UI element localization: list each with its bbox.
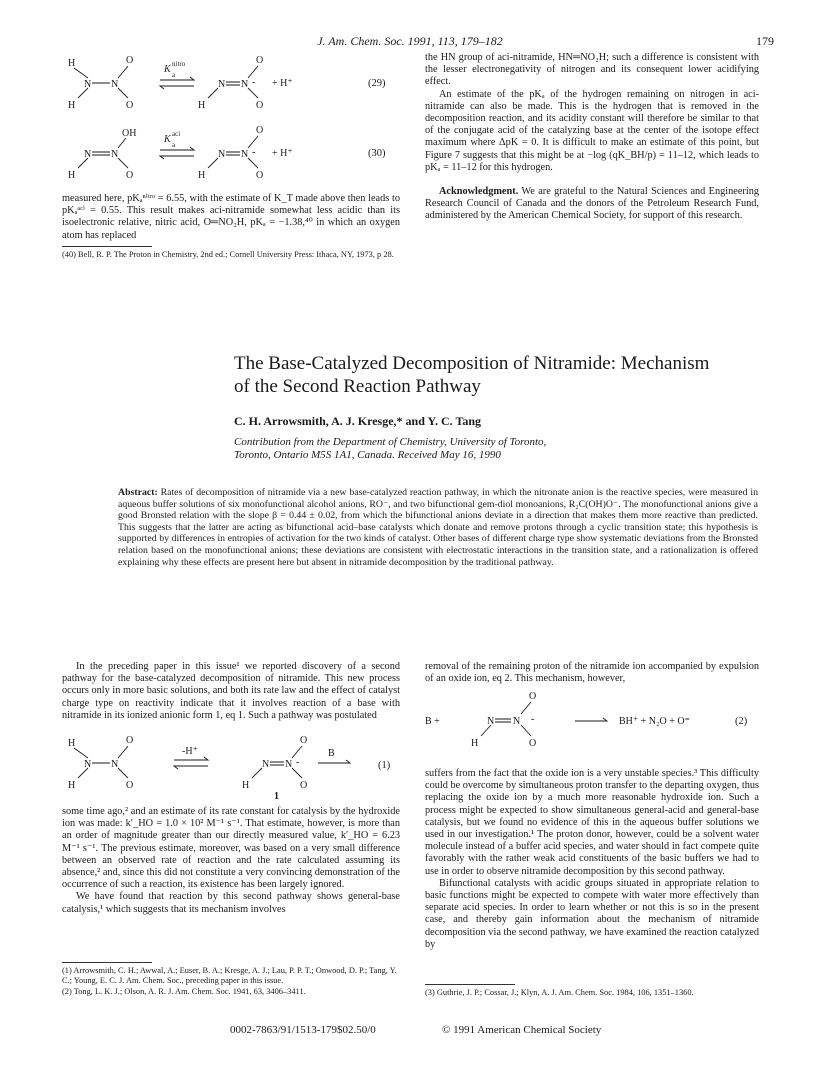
abstract xyxy=(118,487,758,568)
top-right-column xyxy=(425,52,759,223)
top-right-p1: the HN group of aci-nitramide, HN═NO₂H; such a difference is consistent with the lesser electronegativity of nitrogen and its consequent lower acidifying effect. xyxy=(425,52,759,88)
svg-text:N: N xyxy=(285,759,293,770)
svg-text:N: N xyxy=(111,79,119,90)
svg-text:OH: OH xyxy=(122,128,137,139)
body-left-top xyxy=(62,661,400,722)
svg-text:H: H xyxy=(198,100,206,111)
body-right-bottom xyxy=(425,768,759,951)
footnote-40: (40) Bell, R. P. The Proton in Chemistry, 2nd ed.; Cornell University Press: Ithaca, NY, 1973, p 28. xyxy=(62,250,394,259)
title-line-1: The Base-Catalyzed Decomposition of Nitramide: Mechanism xyxy=(234,353,710,374)
article-title xyxy=(234,352,794,398)
svg-text:O: O xyxy=(126,170,134,181)
svg-text:B +: B + xyxy=(425,716,440,727)
ack-text: We are grateful to the Natural Sciences and Engineering Research Council of Canada and the donors of the Petroleum Research Fund, administered by the American Chemical Society, for support of this research. xyxy=(425,186,759,222)
svg-text:N: N xyxy=(84,759,92,770)
top-left-column xyxy=(62,193,400,242)
svg-text:N: N xyxy=(262,759,270,770)
footnotes-left xyxy=(62,966,400,998)
svg-text:-: - xyxy=(252,77,256,88)
svg-text:K: K xyxy=(164,134,171,145)
body-right-p2: suffers from the fact that the oxide ion is a very unstable species.³ This difficulty could be overcome by simultaneous proton transfer to the departing oxygen, thus replacing the oxide ion by a much more reasonable hydroxide ion. Such a process might be expected to show simultaneous general-acid and general-base catalysis, but we found no evidence of this in the aqueous buffer solutions we used in our investigation.¹ The proton donor, however, could be a solvent water molecule instead of a buffer acid species, and water should in fact compete quite favorably with the rather weak acid constituents of the basic buffers we had to use in order to observe nitramide decomposition by this second pathway. xyxy=(425,768,759,877)
svg-text:N: N xyxy=(218,79,226,90)
body-left-p3: We have found that reaction by this second pathway shows general-base catalysis,¹ which suggests that its mechanism involves xyxy=(62,891,400,915)
svg-text:-: - xyxy=(296,757,300,768)
eq30-number: (30) xyxy=(368,148,386,159)
abstract-label: Abstract: xyxy=(118,487,158,498)
acknowledgment xyxy=(425,186,759,223)
eq30-product: + H⁺ xyxy=(272,148,293,159)
svg-text:O: O xyxy=(126,780,134,791)
equation-29 xyxy=(68,55,386,111)
svg-text:H: H xyxy=(242,780,250,791)
footnote-2: (2) Tong, L. K. J.; Olson, A. R. J. Am. Chem. Soc. 1941, 63, 3406–3411. xyxy=(62,987,306,996)
svg-text:H: H xyxy=(68,58,76,69)
svg-text:H: H xyxy=(68,780,76,791)
running-header: J. Am. Chem. Soc. 1991, 113, 179–182 xyxy=(317,34,503,48)
footnote-rule-left xyxy=(62,962,152,963)
equation-2 xyxy=(425,684,765,764)
svg-text:O: O xyxy=(256,100,264,111)
svg-text:N: N xyxy=(513,716,521,727)
body-left-p1: In the preceding paper in this issue¹ we reported discovery of a second pathway for the base-catalyzed decomposition of nitramide. This new process occurs only in more basic solutions, and both its rate law and the effect of catalyst charge type on reactivity indicate that it involves reaction of a base with nitramide in its ionized anionic form 1, eq 1. Such a pathway was postulated xyxy=(62,661,400,721)
eq2-number: (2) xyxy=(735,716,748,727)
svg-text:O: O xyxy=(256,55,264,66)
equation-30 xyxy=(68,125,386,181)
svg-text:O: O xyxy=(300,735,308,746)
svg-text:O: O xyxy=(529,691,537,702)
svg-text:H: H xyxy=(471,738,479,749)
body-right-p1: removal of the remaining proton of the nitramide ion accompanied by expulsion of an oxide ion, eq 2. This mechanism, however, xyxy=(425,661,759,685)
footnote-rule-right xyxy=(425,984,515,985)
footnote-rule xyxy=(62,246,152,247)
svg-text:B: B xyxy=(328,748,335,759)
footnote-3: (3) Guthrie, J. P.; Cossar, J.; Klyn, A. J. Am. Chem. Soc. 1984, 106, 1351–1360. xyxy=(425,988,694,997)
svg-text:aci: aci xyxy=(172,130,181,138)
svg-text:O: O xyxy=(256,125,264,136)
body-left-bottom xyxy=(62,806,400,916)
svg-text:K: K xyxy=(164,64,171,75)
svg-text:a: a xyxy=(172,141,176,149)
footnote-1: (1) Arrowsmith, C. H.; Awwal, A.; Euser, B. A.; Kresge, A. J.; Lau, P. P. T.; Onwood, D. P.; Tang, Y. C.; Young, E. C. J. Am. Chem. Soc., preceding paper in this issue. xyxy=(62,966,397,985)
authors: C. H. Arrowsmith, A. J. Kresge,* and Y. C. Tang xyxy=(234,414,482,428)
svg-text:N: N xyxy=(218,149,226,160)
body-right-top xyxy=(425,661,759,685)
affiliation: Contribution from the Department of Chemistry, University of Toronto, Toronto, Ontario M5S 1A1, Canada. Received May 16, 1990 xyxy=(234,436,547,461)
equation-1 xyxy=(62,732,402,802)
eq29-number: (29) xyxy=(368,78,386,89)
eq1-number: (1) xyxy=(378,760,391,771)
svg-text:H: H xyxy=(68,170,76,181)
body-left-p2: some time ago,² and an estimate of its rate constant for catalysis by the hydroxide ion was made: k′_HO = 1.0 × 10² M⁻¹ s⁻¹. That estimate, however, is more than an order of magnitude greater than our directly measured value, k′_HO = 6.23 M⁻¹ s⁻¹. The previous estimate, moreover, was based on a very small difference between an observed rate of reaction and the rate calculated assuming its absence,² and, since this did not constitute a very convincing demonstration of the occurrence of such a reaction, its existence has been largely ignored. xyxy=(62,806,400,891)
svg-text:H: H xyxy=(198,170,206,181)
svg-text:H: H xyxy=(68,738,76,749)
copyright: © 1991 American Chemical Society xyxy=(442,1024,602,1036)
svg-text:a: a xyxy=(172,71,176,79)
compound-1-label: 1 xyxy=(274,791,279,802)
eq29-product: + H⁺ xyxy=(272,78,293,89)
svg-text:N: N xyxy=(84,79,92,90)
top-left-paragraph: measured here, pKₐⁿⁱᵗʳᵒ = 6.55, with the estimate of K_T made above then leads to pKₐᵃᶜⁱ = 0.55. This result makes aci-nitramide somewhat less acidic than its isoelectronic relative, nitric acid, O═NO₂H, pKₐ = −1.38,⁴⁰ in which an oxygen atom has replaced xyxy=(62,193,400,241)
title-line-2: of the Second Reaction Pathway xyxy=(234,376,481,397)
svg-text:N: N xyxy=(111,759,119,770)
footnote-3-block xyxy=(425,988,759,999)
svg-text:O: O xyxy=(529,738,537,749)
svg-text:-H⁺: -H⁺ xyxy=(182,746,198,757)
equations-29-30 xyxy=(62,50,422,190)
svg-text:-: - xyxy=(252,147,256,158)
svg-text:N: N xyxy=(241,79,249,90)
svg-text:N: N xyxy=(84,149,92,160)
eq2-products: BH⁺ + N₂O + O⁼ xyxy=(619,716,690,727)
svg-text:O: O xyxy=(300,780,308,791)
page-number: 179 xyxy=(756,34,774,48)
svg-text:O: O xyxy=(126,100,134,111)
issn-code: 0002-7863/91/1513-179$02.50/0 xyxy=(230,1024,376,1036)
svg-text:N: N xyxy=(241,149,249,160)
top-right-p2: An estimate of the pKₐ of the hydrogen remaining on nitrogen in aci-nitramide can also be made. This is the hydrogen that is removed in the decomposition reaction, and its acidity constant will therefore be similar to that of the conjugate acid of the catalyzing base at the center of the isotope effect maximum where ΔpK = 0. It is difficult to make an estimate of this point, but Figure 7 suggests that this might be at −log (qK_BH/p) = 11–12, which leads to pKₐ = 11–12 for this hydrogen. xyxy=(425,88,759,173)
svg-text:O: O xyxy=(126,735,134,746)
svg-text:N: N xyxy=(487,716,495,727)
ack-label: Acknowledgment. xyxy=(439,186,519,198)
svg-text:H: H xyxy=(68,100,76,111)
svg-text:nitro: nitro xyxy=(172,60,186,68)
svg-text:N: N xyxy=(111,149,119,160)
body-right-p3: Bifunctional catalysts with acidic groups situated in appropriate relation to basic functions might be expected to compete with water more effectively than separate acid species. In order to learn whether or not this is so in the present case, and thereby gain information about the mechanism of nitramide decomposition via the second pathway, we have examined the reaction catalyzed by xyxy=(425,877,759,950)
svg-text:O: O xyxy=(126,55,134,66)
svg-text:O: O xyxy=(256,170,264,181)
abstract-text: Rates of decomposition of nitramide via a new base-catalyzed reaction pathway, in which the nitronate anion is the reactive species, were measured in aqueous buffer solutions of six monofunctional alcohol anions, RO⁻, and two bifunctional gem-diol monoanions, R₂C(OH)O⁻. The monofunctional anions give a good Bronsted relation with the slope β = 0.44 ± 0.02, from which the bifunctional anions deviate in a direction that makes them more reactive than predicted. This suggests that the latter are acting as bifunctional acid–base catalysts which donate and remove protons through a cyclic transition state; this hypothesis is supported by differences in entropies of activation for the two kinds of catalyst. Other bases of different charge type show systematic deviations from the Bronsted relation based on the monofunctional anions; these deviations are consistent with electrostatic interactions in the transition state, and a rationalization is offered explaining why these effects are present here but absent in nitramide decomposition by the traditional pathway. xyxy=(118,487,758,568)
svg-text:-: - xyxy=(531,714,535,725)
